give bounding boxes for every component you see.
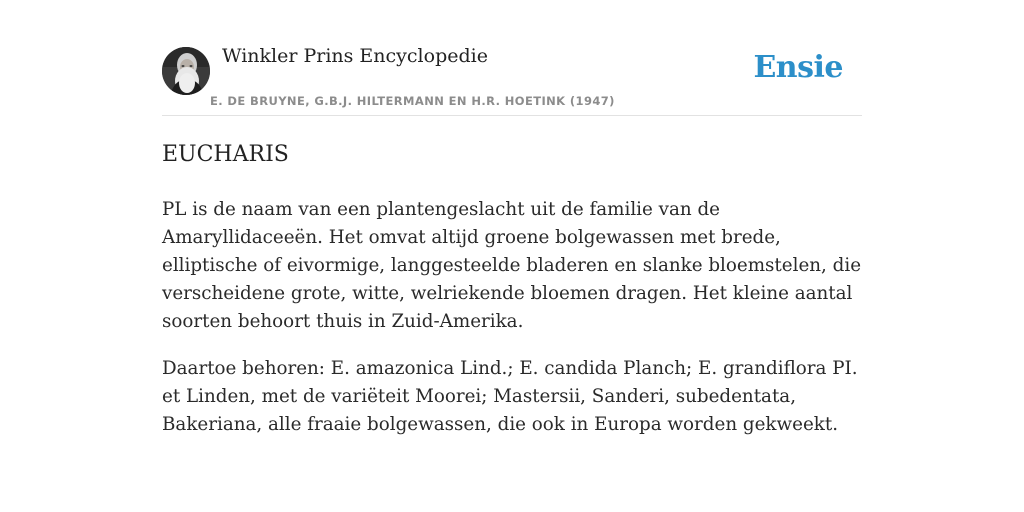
ensie-logo-link[interactable]: Ensie	[753, 50, 843, 85]
article-headword: EUCHARIS	[162, 142, 289, 167]
author-avatar	[162, 47, 210, 95]
article-paragraph: PL is de naam van een plantengeslacht uit de familie van de Amaryllidaceeën. Het omvat altijd groene bolgewassen met brede, elliptische of eivormige, langgesteelde bladeren en slanke bloemstelen, die verscheidene grote, witte, welriekende bloemen dragen. Het kleine aantal soorten behoort thuis in Zuid-Amerika.	[162, 199, 862, 332]
article	[162, 138, 862, 439]
author-portrait-icon	[162, 47, 210, 95]
encyclopedia-title[interactable]: Winkler Prins Encyclopedie	[222, 45, 488, 67]
article-paragraph: Daartoe behoren: E. amazonica Lind.; E. candida Planch; E. grandiflora PI. et Linden, met de variëteit Moorei; Mastersii, Sanderi, subedentata, Bakeriana, alle fraaie bolgewassen, die ook in Europa worden gekweekt.	[162, 358, 858, 435]
header	[162, 40, 862, 116]
authors-credit: E. DE BRUYNE, G.B.J. HILTERMANN EN H.R. HOETINK (1947)	[210, 94, 615, 108]
